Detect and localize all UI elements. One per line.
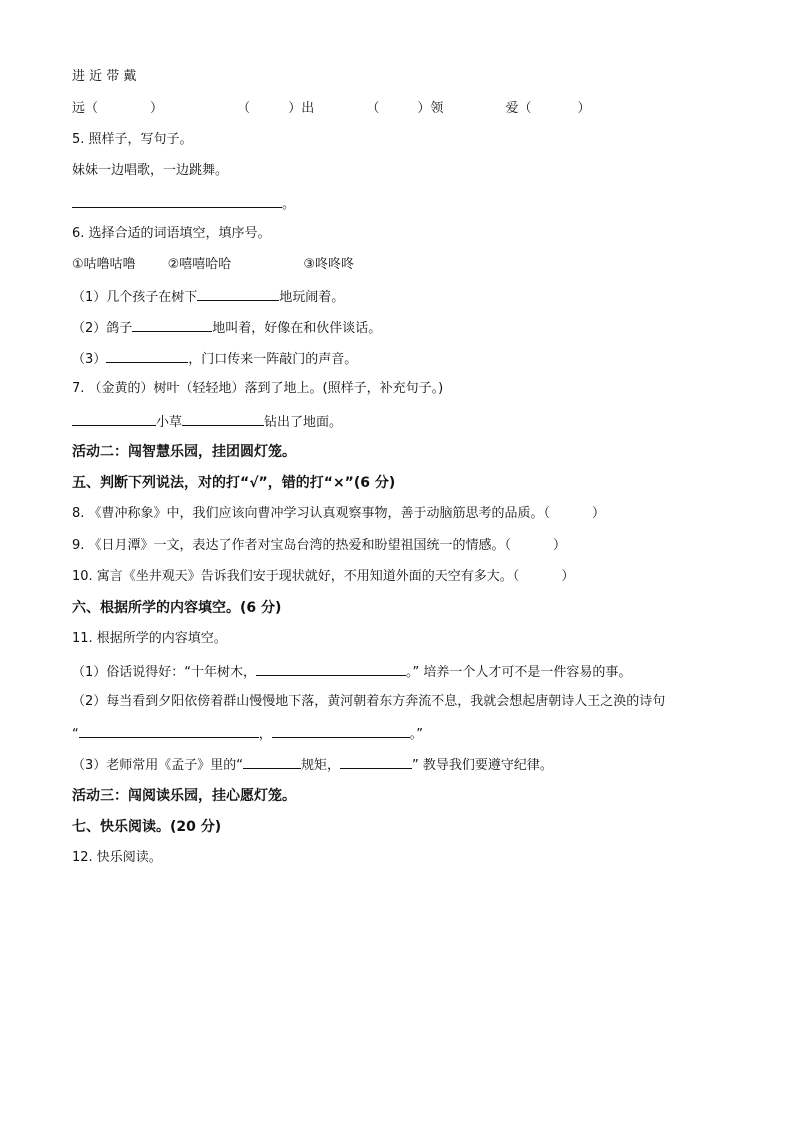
q11-part-2: （2）每当看到夕阳依傍着群山慢慢地下落，黄河朝着东方奔流不息，我就会想起唐朝诗人王之涣的诗句 (72, 694, 666, 709)
q7-blank-1[interactable] (72, 412, 156, 426)
q11-part-3-blank-2[interactable] (340, 755, 412, 769)
q6-item-1-blank[interactable] (197, 287, 279, 301)
q11-part-3: （3）老师常用《孟子》里的“ 规矩， ” 教导我们要遵守纪律。 (72, 755, 553, 775)
section-6-heading: 六、根据所学的内容填空。(6 分) (72, 600, 282, 616)
section-7-heading: 七、快乐阅读。(20 分) (72, 819, 222, 835)
activity-3-heading: 活动三：闯阅读乐园，挂心愿灯笼。 (72, 788, 296, 804)
q11-part-3-blank-1[interactable] (243, 755, 301, 769)
q6-item-2-blank[interactable] (132, 318, 212, 332)
q6-item-2: （2）鸽子 地叫着，好像在和伙伴谈话。 (72, 318, 381, 338)
section-5-heading: 五、判断下列说法，对的打“√”，错的打“×”(6 分) (72, 475, 396, 491)
q4-blank-3[interactable]: （ ）领 (366, 101, 444, 116)
q5-answer-line[interactable]: 。 (72, 194, 295, 214)
q12-title: 12. 快乐阅读。 (72, 850, 162, 865)
q4-blank-1[interactable]: 远（ ） (72, 101, 164, 116)
q5-answer-blank[interactable] (72, 194, 282, 208)
q6-item-3-blank[interactable] (106, 349, 188, 363)
q6-item-1: （1）几个孩子在树下 地玩闹着。 (72, 287, 344, 307)
judge-item-10[interactable]: 10. 寓言《坐井观天》告诉我们安于现状就好，不用知道外面的天空有多大。（ ） (72, 569, 575, 584)
activity-2-heading: 活动二：闯智慧乐园，挂团圆灯笼。 (72, 444, 296, 460)
q11-part-1: （1）俗话说得好：“十年树木， 。” 培养一个人才可不是一件容易的事。 (72, 662, 631, 682)
q5-example: 妹妹一边唱歌，一边跳舞。 (72, 163, 229, 178)
q6-option-3: ③咚咚咚 (303, 257, 354, 272)
q6-item-3: （3） ，门口传来一阵敲门的声音。 (72, 349, 357, 369)
q6-options (72, 256, 354, 274)
q11-part-2-blank-1[interactable] (79, 724, 259, 738)
q7-answer-line: 小草 钻出了地面。 (72, 412, 342, 432)
q11-part-2-blank-2[interactable] (272, 724, 410, 738)
q4-blank-row (72, 100, 591, 118)
q7-blank-2[interactable] (182, 412, 264, 426)
q4-blank-4[interactable]: 爱（ ） (505, 101, 591, 116)
q6-option-1: ①咕噜咕噜 (72, 257, 136, 272)
q11-part-1-blank[interactable] (256, 662, 406, 676)
q6-title: 6. 选择合适的词语填空，填序号。 (72, 226, 271, 241)
q11-part-2-answer: “ ， 。” (72, 724, 423, 744)
q4-characters: 进 近 带 戴 (72, 69, 137, 84)
q7-title: 7. （金黄的）树叶（轻轻地）落到了地上。(照样子，补充句子。) (72, 381, 444, 396)
q5-title: 5. 照样子，写句子。 (72, 132, 193, 147)
q6-option-2: ②嘻嘻哈哈 (167, 257, 232, 272)
judge-item-8[interactable]: 8. 《曹冲称象》中，我们应该向曹冲学习认真观察事物，善于动脑筋思考的品质。（ ） (72, 506, 606, 521)
judge-item-9[interactable]: 9. 《日月潭》一文，表达了作者对宝岛台湾的热爱和盼望祖国统一的情感。（ ） (72, 538, 567, 553)
q4-blank-2[interactable]: （ ）出 (237, 101, 315, 116)
q11-title: 11. 根据所学的内容填空。 (72, 631, 227, 646)
